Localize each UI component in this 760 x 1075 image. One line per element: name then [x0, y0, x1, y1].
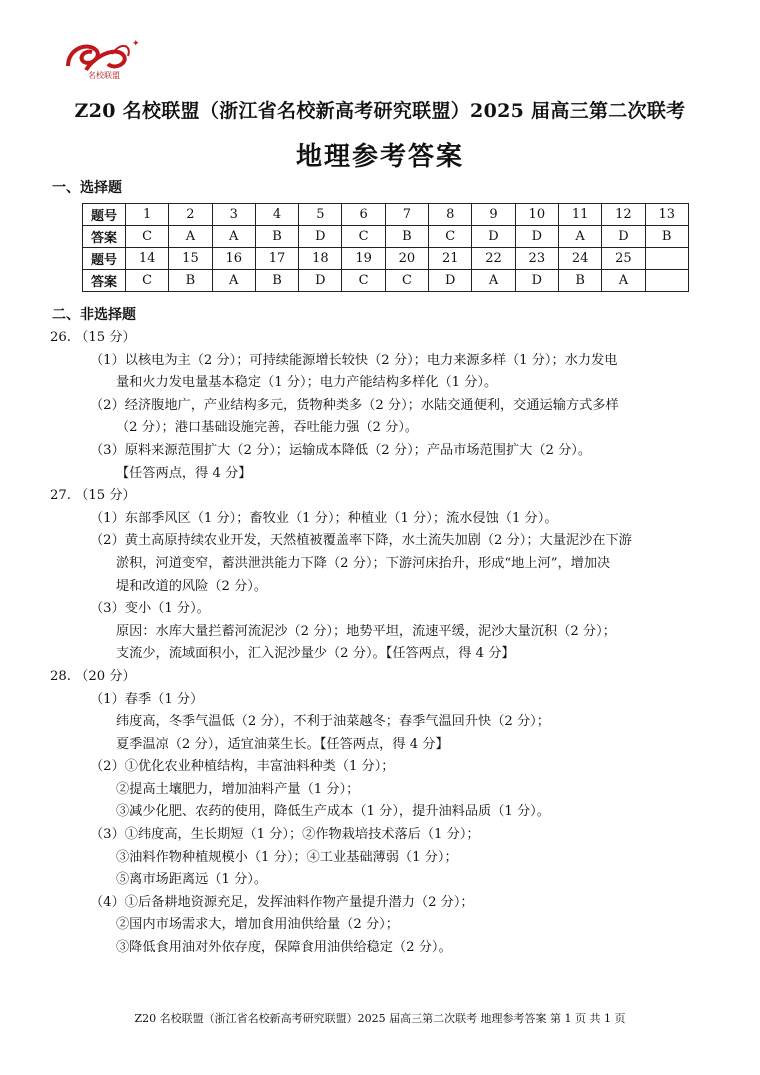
table-cell: C: [342, 226, 385, 248]
table-cell: 25: [602, 248, 645, 270]
page-title: 地理参考答案: [295, 142, 464, 172]
table-cell: 19: [342, 248, 385, 270]
answer-line: 量和火力发电量基本稳定（1 分）；电力产能结构多样化（1 分）。: [116, 375, 498, 391]
table-cell: 1: [126, 204, 169, 226]
answer-line: 纬度高，冬季气温低（2 分），不利于油菜越冬；春季气温回升快（2 分）；: [116, 714, 550, 730]
answer-line: ⑤离市场距离远（1 分）。: [116, 872, 268, 888]
answer-table: [82, 203, 689, 292]
table-cell: A: [602, 270, 645, 292]
answer-line: （1）东部季风区（1 分）；畜牧业（1 分）；种植业（1 分）；流水侵蚀（1 分）。: [90, 510, 558, 526]
table-row-answers-1: [83, 226, 689, 248]
answer-line: ②国内市场需求大，增加食用油供给量（2 分）；: [116, 917, 399, 933]
table-cell: 9: [472, 204, 515, 226]
page-footer: Z20 名校联盟（浙江省名校新高考研究联盟）2025 届高三第二次联考 地理参考答案 第 1 页 共 1 页: [134, 1012, 626, 1025]
table-cell: 14: [126, 248, 169, 270]
table-cell: D: [472, 226, 515, 248]
table-cell: B: [385, 226, 428, 248]
table-cell: C: [342, 270, 385, 292]
table-cell: 7: [385, 204, 428, 226]
table-header-cell: 题号: [83, 248, 126, 270]
table-cell: D: [515, 270, 558, 292]
answer-line: ③降低食用油对外依存度，保障食用油供给稳定（2 分）。: [116, 940, 452, 956]
table-cell: C: [385, 270, 428, 292]
answer-line: 支流少，流域面积小，汇入泥沙量少（2 分）。【任答两点，得 4 分】: [116, 646, 515, 662]
table-cell: 16: [212, 248, 255, 270]
table-cell: 18: [299, 248, 342, 270]
table-row-numbers-2: [83, 248, 689, 270]
table-header-cell: 答案: [83, 270, 126, 292]
table-cell: 5: [299, 204, 342, 226]
table-cell: C: [126, 270, 169, 292]
table-cell: C: [126, 226, 169, 248]
answer-line: ③减少化肥、农药的使用，降低生产成本（1 分），提升油料品质（1 分）。: [116, 804, 550, 820]
table-cell: 6: [342, 204, 385, 226]
answer-line: ③油料作物种植规模小（1 分）；④工业基础薄弱（1 分）；: [116, 849, 458, 865]
answer-line: （2）黄土高原持续农业开发，天然植被覆盖率下降，水土流失加剧（2 分）；大量泥沙在下游: [90, 533, 632, 549]
table-cell: 11: [558, 204, 601, 226]
table-cell: B: [255, 270, 298, 292]
answer-line: （2）经济腹地广，产业结构多元，货物种类多（2 分）；水陆交通便利，交通运输方式多样: [90, 397, 619, 413]
table-cell: D: [299, 226, 342, 248]
section-choice-title: 一、选择题: [52, 180, 122, 196]
table-cell: 10: [515, 204, 558, 226]
table-cell: B: [169, 270, 212, 292]
answer-line: ②提高土壤肥力，增加油料产量（1 分）；: [116, 781, 360, 797]
answer-content: [50, 327, 730, 960]
table-cell: D: [299, 270, 342, 292]
section-nonchoice-title: 二、非选择题: [52, 307, 136, 323]
table-cell: B: [558, 270, 601, 292]
table-cell: 12: [602, 204, 645, 226]
table-cell: C: [429, 226, 472, 248]
exam-title: Z20 名校联盟（浙江省名校新高考研究联盟）2025 届高三第二次联考: [74, 100, 686, 122]
answer-line: （3）变小（1 分）。: [90, 601, 210, 617]
answer-line: 淤积，河道变窄，蓄洪泄洪能力下降（2 分）；下游河床抬升，形成“地上河”，增加决: [116, 555, 611, 571]
table-cell: 24: [558, 248, 601, 270]
table-row-answers-2: [83, 270, 689, 292]
table-cell: 23: [515, 248, 558, 270]
table-cell: 2: [169, 204, 212, 226]
table-cell: 13: [645, 204, 688, 226]
answer-line: （1）春季（1 分）: [90, 691, 204, 707]
answer-line: （2）①优化农业种植结构，丰富油料种类（1 分）；: [90, 759, 395, 775]
answer-line: （3）原料来源范围扩大（2 分）；运输成本降低（2 分）；产品市场范围扩大（2 分）。: [90, 442, 592, 458]
table-cell: D: [602, 226, 645, 248]
table-cell: A: [212, 226, 255, 248]
table-cell: A: [472, 270, 515, 292]
table-cell: A: [558, 226, 601, 248]
answer-line: （1）以核电为主（2 分）；可持续能源增长较快（2 分）；电力来源多样（1 分）；水力发电: [90, 352, 618, 368]
table-cell: [645, 270, 688, 292]
table-cell: D: [515, 226, 558, 248]
answer-line: 堤和改道的风险（2 分）。: [116, 578, 268, 594]
question-heading: 28. （20 分）: [50, 668, 136, 684]
table-row-numbers-1: [83, 204, 689, 226]
table-cell: B: [645, 226, 688, 248]
table-cell: 22: [472, 248, 515, 270]
svg-text:✦: ✦: [132, 39, 140, 49]
table-cell: 21: [429, 248, 472, 270]
table-cell: D: [429, 270, 472, 292]
answer-line: 【任答两点，得 4 分】: [116, 465, 252, 481]
table-cell: A: [212, 270, 255, 292]
answer-line: 夏季温凉（2 分），适宜油菜生长。【任答两点，得 4 分】: [116, 736, 449, 752]
table-cell: 3: [212, 204, 255, 226]
question-heading: 27. （15 分）: [50, 488, 136, 504]
table-cell: B: [255, 226, 298, 248]
question-heading: 26. （15 分）: [50, 330, 136, 345]
table-cell: 20: [385, 248, 428, 270]
table-cell: 4: [255, 204, 298, 226]
answer-line: （3）①纬度高，生长期短（1 分）；②作物栽培技术落后（1 分）；: [90, 827, 480, 843]
table-cell: A: [169, 226, 212, 248]
answer-line: （2 分）；港口基础设施完善，吞吐能力强（2 分）。: [116, 420, 419, 436]
logo-text: 名校联盟: [88, 71, 120, 80]
answer-line: 原因：水库大量拦蓄河流泥沙（2 分）；地势平坦，流速平缓，泥沙大量沉积（2 分）；: [116, 623, 616, 639]
table-cell: 15: [169, 248, 212, 270]
table-cell: 8: [429, 204, 472, 226]
answer-line: （4）①后备耕地资源充足，发挥油料作物产量提升潜力（2 分）；: [90, 894, 474, 910]
table-cell: 17: [255, 248, 298, 270]
table-header-cell: 题号: [83, 204, 126, 226]
table-cell: [645, 248, 688, 270]
table-header-cell: 答案: [83, 226, 126, 248]
